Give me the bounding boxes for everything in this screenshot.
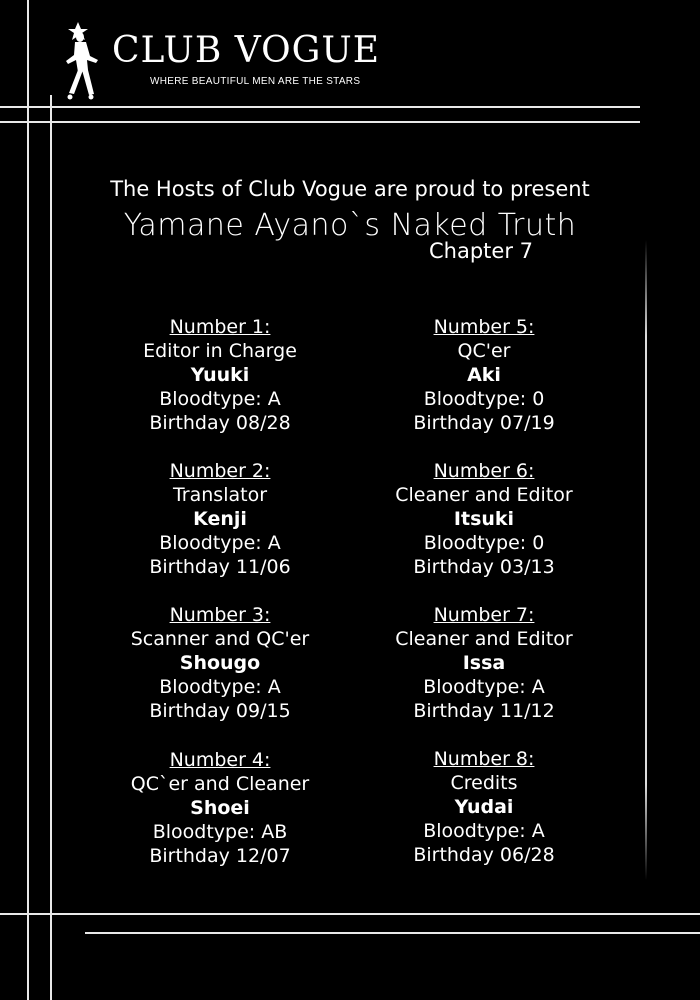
staff-name: Yuuki: [190, 364, 250, 386]
staff-birthday: Birthday 11/12: [413, 700, 555, 722]
intro-line: The Hosts of Club Vogue are proud to present: [110, 177, 590, 201]
staff-role: QC`er and Cleaner: [130, 773, 310, 795]
staff-birthday: Birthday 03/13: [413, 556, 555, 578]
club-logo-tagline: WHERE BEAUTIFUL MEN ARE THE STARS: [150, 76, 361, 87]
frame-line-bottom-2: [85, 932, 700, 934]
staff-card-7: [354, 603, 614, 723]
staff-name: Yudai: [454, 796, 514, 818]
staff-card-5: [354, 315, 614, 435]
staff-number: Number 1:: [169, 316, 271, 338]
staff-birthday: Birthday 12/07: [149, 845, 291, 867]
club-logo-title: CLUB VOGUE: [112, 30, 380, 71]
staff-role: Editor in Charge: [143, 340, 297, 362]
staff-number: Number 8:: [433, 748, 535, 770]
staff-bloodtype: Bloodtype: A: [159, 676, 281, 698]
staff-bloodtype: Bloodtype: 0: [423, 388, 545, 410]
staff-name: Issa: [462, 652, 506, 674]
staff-role: Cleaner and Editor: [395, 484, 573, 506]
staff-bloodtype: Bloodtype: 0: [423, 532, 545, 554]
staff-name: Kenji: [193, 508, 247, 530]
staff-number: Number 5:: [433, 316, 535, 338]
staff-name: Shougo: [179, 652, 261, 674]
staff-number: Number 7:: [433, 604, 535, 626]
staff-number: Number 3:: [169, 604, 271, 626]
frame-line-right: [645, 240, 647, 880]
staff-name: Itsuki: [453, 508, 515, 530]
staff-role: QC'er: [457, 340, 511, 362]
staff-birthday: Birthday 07/19: [413, 412, 555, 434]
staff-bloodtype: Bloodtype: AB: [152, 821, 288, 843]
staff-card-1: [90, 315, 350, 435]
staff-role: Credits: [450, 772, 518, 794]
frame-line-left-outer: [27, 0, 29, 1000]
title-line: Yamane Ayano`s Naked Truth: [123, 208, 577, 243]
staff-card-6: [354, 459, 614, 579]
staff-bloodtype: Bloodtype: A: [159, 388, 281, 410]
staff-card-3: [90, 603, 350, 723]
staff-number: Number 4:: [169, 749, 271, 771]
staff-bloodtype: Bloodtype: A: [423, 676, 545, 698]
staff-name: Shoei: [190, 797, 250, 819]
staff-role: Cleaner and Editor: [395, 628, 573, 650]
staff-bloodtype: Bloodtype: A: [423, 820, 545, 842]
staff-card-8: [354, 747, 614, 867]
frame-line-bottom-1: [0, 913, 700, 915]
staff-card-2: [90, 459, 350, 579]
staff-number: Number 6:: [433, 460, 535, 482]
staff-birthday: Birthday 11/06: [149, 556, 291, 578]
staff-birthday: Birthday 06/28: [413, 844, 555, 866]
staff-birthday: Birthday 08/28: [149, 412, 291, 434]
frame-line-top-1: [0, 106, 640, 108]
staff-role: Translator: [172, 484, 268, 506]
staff-birthday: Birthday 09/15: [149, 700, 291, 722]
staff-number: Number 2:: [169, 460, 271, 482]
staff-role: Scanner and QC'er: [130, 628, 310, 650]
staff-bloodtype: Bloodtype: A: [159, 532, 281, 554]
dancer-silhouette-icon: [58, 20, 108, 100]
staff-name: Aki: [467, 364, 501, 386]
staff-card-4: [90, 748, 350, 868]
chapter-label: Chapter 7: [429, 239, 533, 263]
frame-line-top-2: [0, 121, 640, 123]
